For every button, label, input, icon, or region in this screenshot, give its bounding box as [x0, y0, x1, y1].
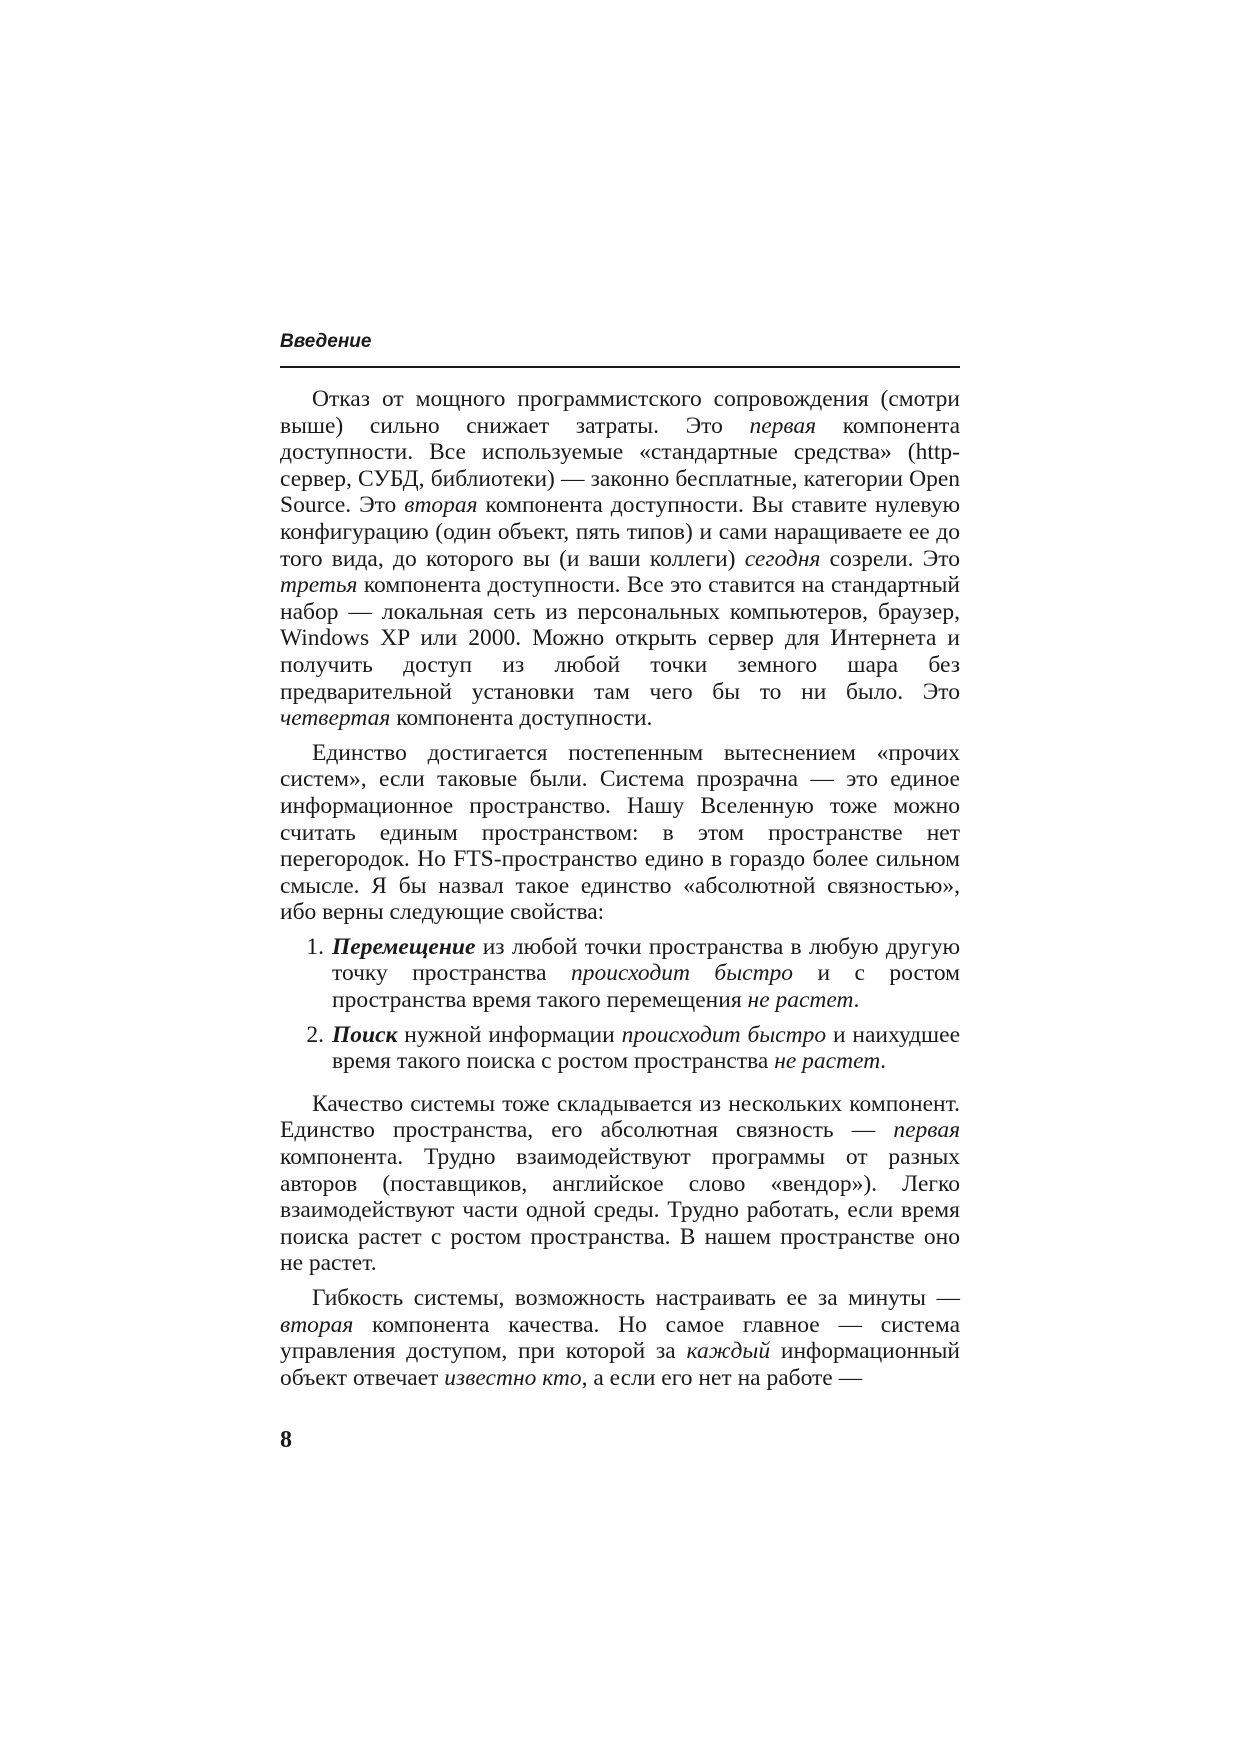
emphasis: не растет: [747, 987, 854, 1014]
text-run: и наихудшее время такого поиска с ростом пространства: [332, 1021, 960, 1075]
emphasis: вторая: [404, 492, 478, 519]
emphasis: известно кто: [444, 1364, 582, 1391]
list-item: [280, 1022, 960, 1075]
list-item-text: [332, 1022, 960, 1075]
emphasis: четвертая: [280, 705, 391, 732]
running-head: [280, 330, 960, 368]
list-item-text: [332, 934, 960, 1014]
emphasis: каждый: [686, 1338, 771, 1365]
emphasis: вторая: [280, 1311, 354, 1338]
text-run: созрели. Это: [820, 545, 960, 572]
text-run: Качество системы тоже складывается из нескольких компонент. Единство пространства, его абсолютная связность —: [280, 1090, 960, 1144]
emphasis: происходит быстро: [621, 1021, 827, 1048]
list-term: Перемещение: [332, 933, 476, 960]
text-run: , а если его нет на работе —: [581, 1364, 863, 1391]
text-run: компонента доступности. Все это ставится на стандартный набор — локальная сеть из персональных компьютеров, браузер, Windows XP или 2000. Можно открыть сервер для Интернета и получить доступ из любой точки земного шара без предварительной установки там чего бы то ни было. Это: [280, 572, 960, 705]
list-item: [280, 934, 960, 1014]
text-run: компонента доступности. Вы ставите нулевую конфигурацию (один объект, пять типов) и сами наращиваете ее до того вида, до которого вы (и ваши коллеги): [280, 492, 960, 572]
running-head-title: Введение: [280, 331, 372, 352]
numbered-list: [280, 934, 960, 1075]
emphasis: первая: [893, 1117, 960, 1144]
emphasis: не растет: [774, 1048, 881, 1075]
text-run: .: [853, 987, 860, 1014]
paragraph-2: Единство достигается постепенным вытеснением «прочих систем», если таковые были. Система прозрачна — это единое информационное пространство. Нашу Вселенную тоже можно считать единым пространством: в этом пространстве нет перегородок. Но FTS-пространство едино в гораздо более сильном смысле. Я бы назвал такое единство «абсолютной связностью», ибо верны следующие свойства:: [280, 739, 960, 926]
text-run: информационный объект отвечает: [280, 1338, 960, 1391]
paragraph-4: [280, 1285, 960, 1391]
emphasis: первая: [749, 412, 817, 439]
text-run: компонента доступности.: [390, 705, 653, 732]
text-run: и с ростом пространства время такого перемещения: [332, 960, 961, 1014]
list-number: 1.: [306, 933, 324, 960]
text-run: .: [880, 1048, 887, 1075]
list-term: Поиск: [332, 1021, 398, 1048]
list-number: 2.: [306, 1021, 324, 1048]
text-run: Отказ от мощного программистского сопровождения (смотри выше) сильно снижает затраты. Это: [280, 386, 960, 439]
emphasis: сегодня: [744, 545, 821, 572]
body-text: [280, 386, 960, 1399]
paragraph-1: [280, 386, 960, 732]
emphasis: третья: [280, 572, 358, 599]
text-run: компонента. Трудно взаимодействуют программы от разных авторов (поставщиков, английское слово «вендор»). Легко взаимодействуют части одной среды. Трудно работать, если время поиска растет с ростом пространства. В нашем пространстве оно не растет.: [280, 1144, 960, 1277]
text-run: компонента качества. Но самое главное — система управления доступом, при которой за: [280, 1311, 960, 1365]
text-run: нужной информации: [397, 1021, 622, 1048]
text-run: из любой точки пространства в любую другую точку пространства: [332, 933, 960, 987]
book-page: [280, 0, 960, 1755]
emphasis: происходит быстро: [570, 960, 794, 987]
text-run: компонента доступности. Все используемые «стандартные средства» (http-сервер, СУБД, библиотеки) — законно бесплатные, категории Open Source. Это: [280, 412, 961, 519]
text-run: Гибкость системы, возможность настраивать ее за минуты —: [312, 1285, 960, 1311]
paragraph-3: [280, 1091, 960, 1277]
page-number: 8: [280, 1427, 292, 1453]
